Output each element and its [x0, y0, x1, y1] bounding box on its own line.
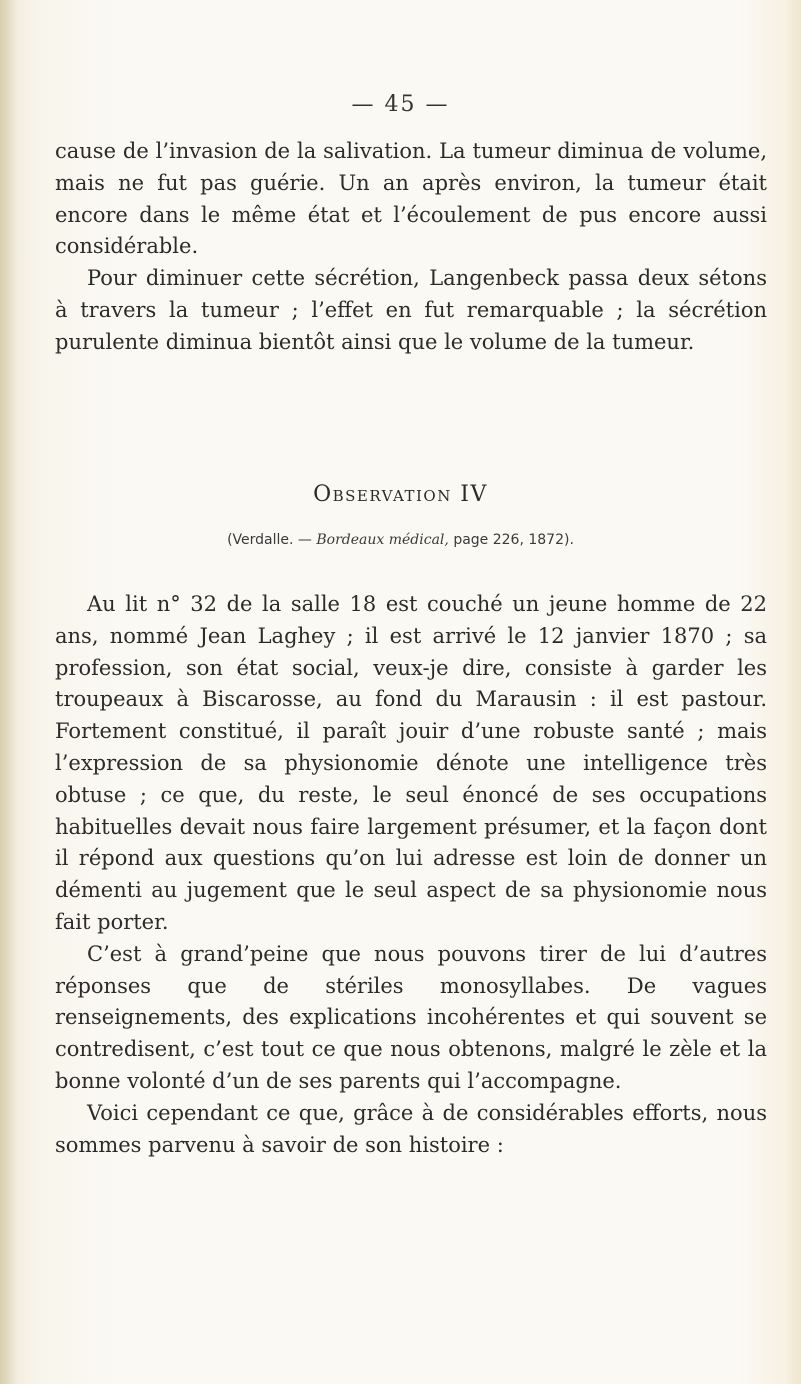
text-block-top: [55, 136, 767, 359]
citation-author: (Verdalle. —: [227, 532, 312, 548]
observation-citation: [0, 532, 801, 548]
paragraph: cause de l’invasion de la salivation. La tumeur diminua de volume, mais ne fut pas guérie. Un an après environ, la tumeur était encore dans le même état et l’écoulement de pus encore aussi considérable.: [55, 139, 767, 259]
text-block-bottom: [55, 589, 767, 1161]
paragraph: Pour diminuer cette sécrétion, Langenbeck passa deux sétons à travers la tumeur ; l’effet en fut remarquable ; la sécrétion purulente diminua bientôt ainsi que le volume de la tumeur.: [55, 266, 767, 354]
observation-title: Observation IV: [313, 482, 488, 507]
binding-shadow: [0, 0, 18, 1384]
paragraph: Au lit n° 32 de la salle 18 est couché un jeune homme de 22 ans, nommé Jean Laghey ; il est arrivé le 12 janvier 1870 ; sa profession, son état social, veux-je dire, consiste à garder les troupeaux à Biscarosse, au fond du Marausin : il est pastour. Fortement constitué, il paraît jouir d’une robuste santé ; mais l’expression de sa physionomie dénote une intelligence très obtuse ; ce que, du reste, le seul énoncé de ses occupations habituelles devait nous faire largement présumer, et la façon dont il répond aux questions qu’on lui adresse est loin de donner un démenti au jugement que le seul aspect de sa physionomie nous fait porter.: [55, 592, 767, 934]
paragraph: C’est à grand’peine que nous pouvons tirer de lui d’autres réponses que de stériles monosyllabes. De vagues renseignements, des explications incohérentes et qui souvent se contredisent, c’est tout ce que nous obtenons, malgré le zèle et la bonne volonté d’un de ses parents qui l’accompagne.: [55, 941, 767, 1093]
paragraph: Voici cependant ce que, grâce à de considérables efforts, nous sommes parvenu à savoir de son histoire :: [55, 1100, 767, 1157]
citation-reference: page 226, 1872).: [453, 532, 574, 548]
citation-journal: Bordeaux médical,: [316, 532, 449, 548]
page-number: — 45 —: [351, 92, 450, 117]
